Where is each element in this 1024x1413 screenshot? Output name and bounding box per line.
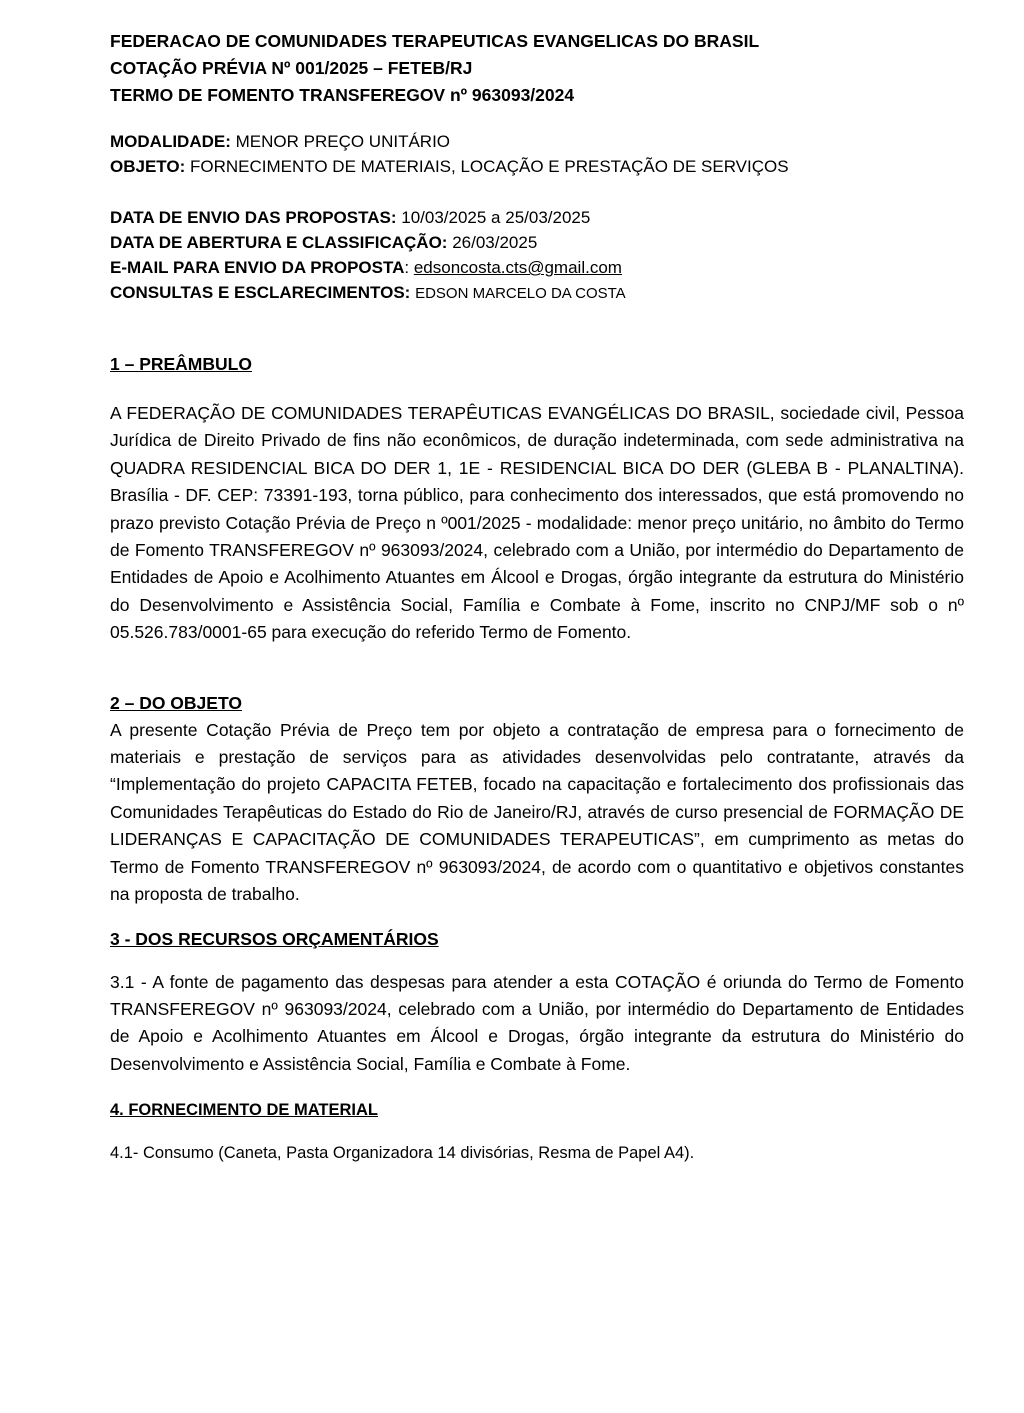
objeto-label: OBJETO: [110, 157, 186, 176]
section-text-objeto: A presente Cotação Prévia de Preço tem por objeto a contratação de empresa para o fornecimento de materiais e prestação de serviços para as atividades desenvolvidas pelo contratante, através da “Implementação do projeto CAPACITA FETEB, focado na capacitação e fortalecimento dos profissionais das Comunidades Terapêuticas do Estado do Rio de Janeiro/RJ, através de curso presencial de FORMAÇÃO DE LIDERANÇAS E CAPACITAÇÃO DE COMUNIDADES TERAPEUTICAS”, em cumprimento as metas do Termo de Fomento TRANSFEREGOV nº 963093/2024, de acordo com o quantitativo e objetivos constantes na proposta de trabalho. [110, 719, 964, 905]
modalidade-label: MODALIDADE: [110, 132, 231, 151]
section-objeto [110, 689, 964, 909]
email-link[interactable]: edsoncosta.cts@gmail.com [413, 258, 622, 277]
section-text-material: 4.1- Consumo (Caneta, Pasta Organizadora 14 divisórias, Resma de Papel A4). [110, 1144, 695, 1163]
envio-label: DATA DE ENVIO DAS PROPOSTAS: [110, 208, 397, 227]
section-title-recursos: 3 - DOS RECURSOS ORÇAMENTÁRIOS [110, 928, 439, 949]
section-recursos [110, 925, 964, 1079]
modalidade-row [110, 129, 964, 154]
abertura-row [110, 230, 964, 255]
consultas-label: CONSULTAS E ESCLARECIMENTOS: [110, 283, 411, 302]
objeto-value: FORNECIMENTO DE MATERIAIS, LOCAÇÃO E PRESTAÇÃO DE SERVIÇOS [190, 157, 789, 176]
abertura-value: 26/03/2025 [452, 233, 538, 252]
consultas-value: EDSON MARCELO DA COSTA [415, 285, 626, 302]
header-line-3: TERMO DE FOMENTO TRANSFEREGOV nº 963093/2024 [110, 85, 575, 105]
header-line-2: COTAÇÃO PRÉVIA Nº 001/2025 – FETEB/RJ [110, 58, 473, 78]
section-title-material: 4. FORNECIMENTO DE MATERIAL [110, 1101, 378, 1120]
email-label: E-MAIL PARA ENVIO DA PROPOSTA [110, 258, 405, 277]
document-page [110, 28, 964, 1168]
abertura-label: DATA DE ABERTURA E CLASSIFICAÇÃO: [110, 233, 448, 252]
email-row: E-MAIL PARA ENVIO DA PROPOSTA: edsoncosta.cts@gmail.com [110, 258, 622, 277]
envio-row [110, 205, 964, 230]
section-preambulo [110, 350, 964, 647]
consultas-row [110, 280, 964, 306]
envio-value: 10/03/2025 a 25/03/2025 [401, 208, 591, 227]
modalidade-value: MENOR PREÇO UNITÁRIO [235, 132, 451, 151]
section-material [110, 1096, 964, 1167]
section-title-preambulo: 1 – PREÂMBULO [110, 354, 252, 374]
objeto-row [110, 154, 964, 179]
meta-block-1 [110, 129, 964, 179]
section-text-recursos: 3.1 - A fonte de pagamento das despesas para atender a esta COTAÇÃO é oriunda do Termo de Fomento TRANSFEREGOV nº 963093/2024, celebrado com a União, por intermédio do Departamento de Entidades de Apoio e Acolhimento Atuantes em Álcool e Drogas, órgão integrante da estrutura do Ministério do Desenvolvimento e Assistência Social, Família e Combate à Fome. [110, 971, 964, 1074]
header-line-1: FEDERACAO DE COMUNIDADES TERAPEUTICAS EVANGELICAS DO BRASIL [110, 31, 760, 51]
document-header [110, 28, 964, 109]
section-title-objeto: 2 – DO OBJETO [110, 692, 242, 713]
meta-block-2 [110, 205, 964, 306]
section-text-preambulo: A FEDERAÇÃO DE COMUNIDADES TERAPÊUTICAS EVANGÉLICAS DO BRASIL, sociedade civil, Pessoa Jurídica de Direito Privado de fins não econômicos, de duração indeterminada, com sede administrativa na QUADRA RESIDENCIAL BICA DO DER 1, 1E - RESIDENCIAL BICA DO DER (GLEBA B - PLANALTINA). Brasília - DF. CEP: 73391-193, torna público, para conhecimento dos interessados, que está promovendo no prazo previsto Cotação Prévia de Preço n º001/2025 - modalidade: menor preço unitário, no âmbito do Termo de Fomento TRANSFEREGOV nº 963093/2024, celebrado com a União, por intermédio do Departamento de Entidades de Apoio e Acolhimento Atuantes em Álcool e Drogas, órgão integrante da estrutura do Ministério do Desenvolvimento e Assistência Social, Família e Combate à Fome, inscrito no CNPJ/MF sob o nº 05.526.783/0001-65 para execução do referido Termo de Fomento. [110, 403, 964, 643]
